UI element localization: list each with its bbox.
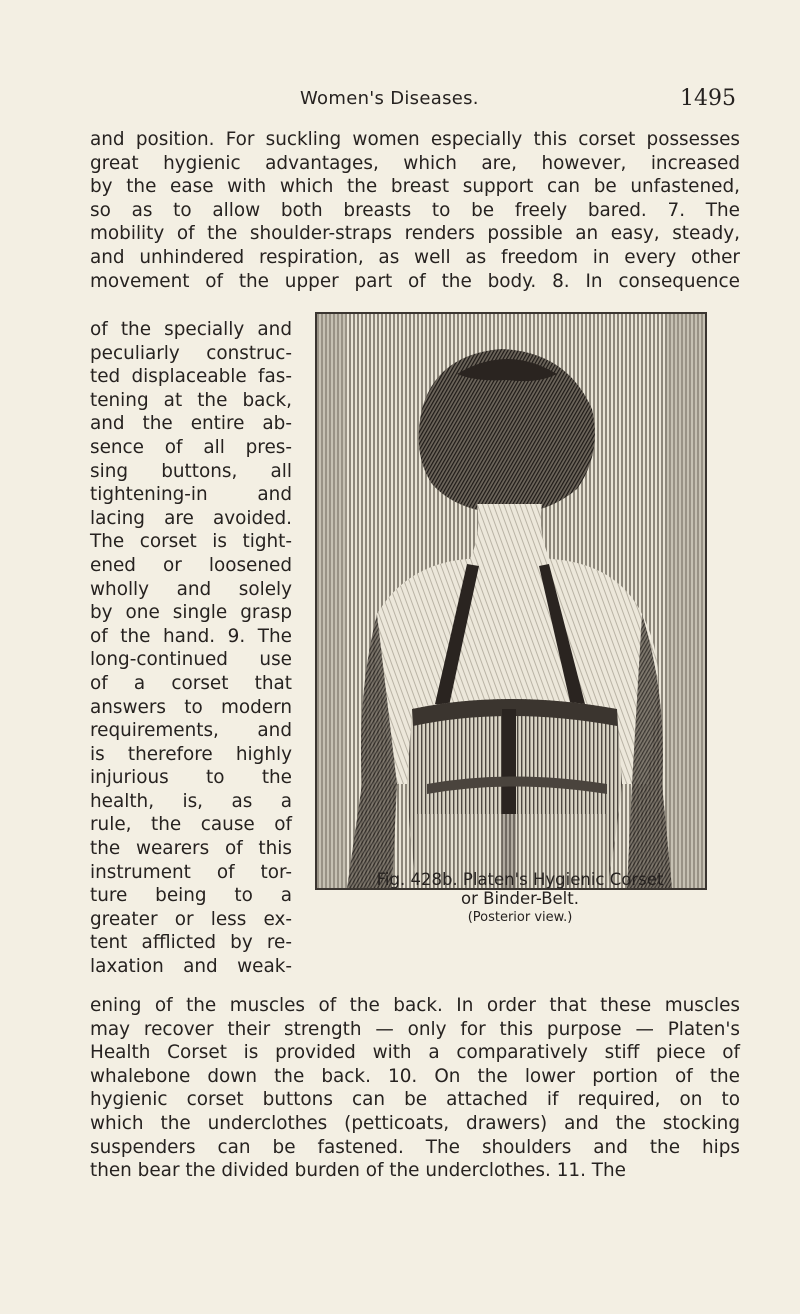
text-line: mobility of the shoulder-straps renders possible an easy, steady, [90, 223, 740, 245]
text-line: greater or less ex- [90, 908, 292, 930]
text-line: of the hand. 9. The [90, 625, 292, 647]
text-line: then bear the divided burden of the underclothes. 11. The [90, 1160, 626, 1182]
text-line: tening at the back, [90, 389, 292, 411]
text-line: and unhindered respiration, as well as freedom in every other [90, 246, 740, 268]
text-line: long-continued use [90, 649, 292, 671]
text-line: injurious to the [90, 767, 292, 789]
caption-line: Fig. 428b. Platen's Hygienic Corset [376, 870, 664, 889]
text-line: and the entire ab- [90, 413, 292, 435]
caption-line: or Binder-Belt. [461, 889, 579, 908]
text-line: rule, the cause of [90, 814, 292, 836]
text-line: by one single grasp [90, 602, 292, 624]
text-line: the wearers of this [90, 838, 292, 860]
text-line: of a corset that [90, 672, 292, 694]
running-head-title: Women's Diseases. [300, 88, 479, 109]
text-line: ture being to a [90, 885, 292, 907]
text-line: so as to allow both breasts to be freely bared. 7. The [90, 199, 740, 221]
text-line: instrument of tor- [90, 861, 292, 883]
text-line: answers to modern [90, 696, 292, 718]
text-line: tent afflicted by re- [90, 932, 292, 954]
text-line: requirements, and [90, 720, 292, 742]
text-line: suspenders can be fastened. The shoulders and the hips [90, 1136, 740, 1158]
running-head [0, 88, 800, 114]
corset-illustration [315, 312, 707, 890]
text-line: wholly and solely [90, 578, 292, 600]
text-line: movement of the upper part of the body. 8. In consequence [90, 270, 740, 292]
text-line: which the underclothes (petticoats, drawers) and the stocking [90, 1112, 740, 1134]
text-line: ened or loosened [90, 554, 292, 576]
text-line: The corset is tight- [90, 531, 292, 553]
body-text-top [90, 128, 740, 293]
text-line: ted displaceable fas- [90, 366, 292, 388]
text-line: tightening-in and [90, 484, 292, 506]
text-line: may recover their strength — only for this purpose — Platen's [90, 1018, 740, 1040]
figure-caption [310, 870, 730, 927]
text-line: sing buttons, all [90, 460, 292, 482]
text-line: great hygienic advantages, which are, however, increased [90, 152, 740, 174]
text-line: lacing are avoided. [90, 507, 292, 529]
text-line: peculiarly construc- [90, 342, 292, 364]
text-line: health, is, as a [90, 790, 292, 812]
text-line: of the specially and [90, 319, 292, 340]
woman-wearing-corset-engraving [317, 314, 705, 888]
text-line: laxation and weak- [90, 956, 292, 978]
text-line: ening of the muscles of the back. In order that these muscles [90, 995, 740, 1016]
text-line: sence of all pres- [90, 436, 292, 458]
text-line: hygienic corset buttons can be attached if required, on to [90, 1089, 740, 1111]
text-line: by the ease with which the breast support can be unfastened, [90, 176, 740, 198]
caption-line: (Posterior view.) [467, 910, 573, 925]
text-line: and position. For suckling women especially this corset possesses [90, 129, 740, 150]
text-line: Health Corset is provided with a comparatively stiff piece of [90, 1042, 740, 1064]
body-text-wrapped [90, 318, 292, 979]
body-text-bottom [90, 994, 740, 1183]
text-line: whalebone down the back. 10. On the lower portion of the [90, 1065, 740, 1087]
page-number: 1495 [680, 86, 736, 111]
text-line: is therefore highly [90, 743, 292, 765]
